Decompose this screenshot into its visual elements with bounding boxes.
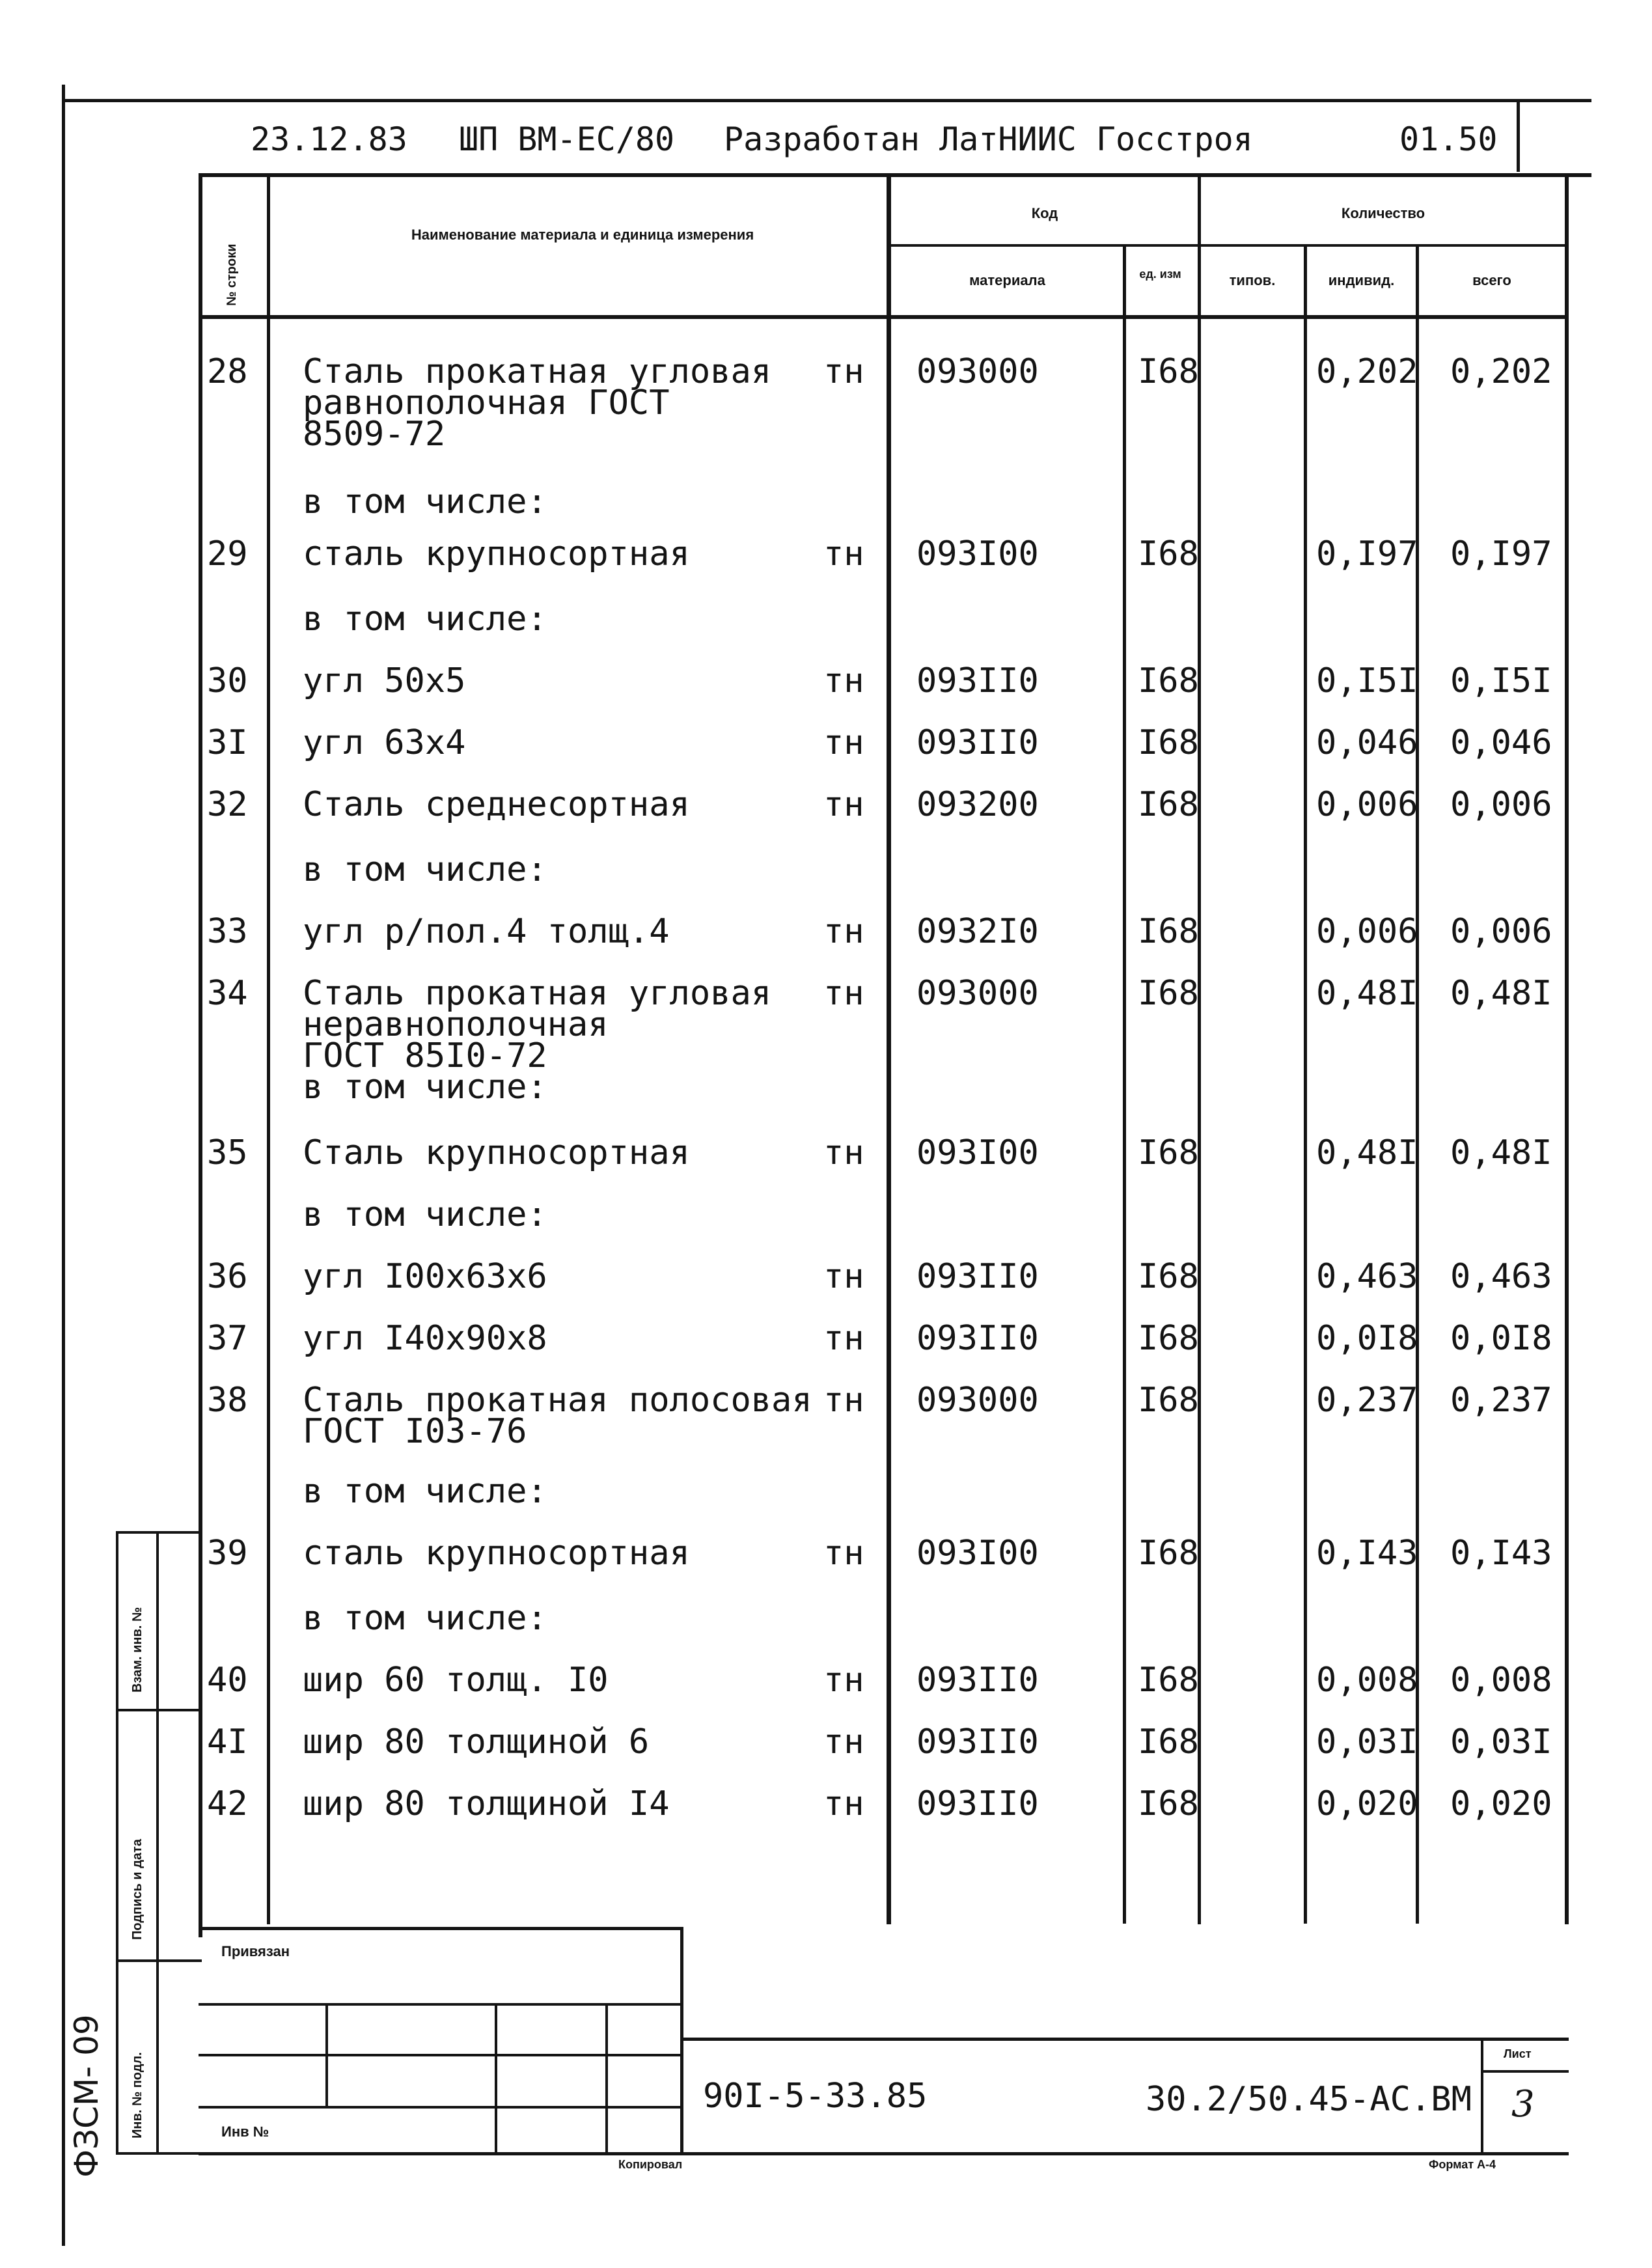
- row-unit: тн: [823, 352, 864, 391]
- row-name: шир 80 толщиной I4: [303, 1784, 670, 1823]
- row-material-code: 093I00: [916, 1534, 1039, 1573]
- row-material-code: 093I00: [916, 1133, 1039, 1172]
- col-header-total: всего: [1472, 272, 1511, 288]
- row-unit-code: I68: [1138, 785, 1199, 824]
- stamp-box-right: [680, 1927, 683, 2155]
- row-individual-qty: 0,48I: [1316, 1133, 1418, 1172]
- row-unit: тн: [823, 1784, 864, 1823]
- row-individual-qty: 0,I5I: [1316, 661, 1418, 700]
- row-total-qty: 0,008: [1450, 1661, 1552, 1700]
- row-individual-qty: 0,006: [1316, 785, 1418, 824]
- row-unit: тн: [823, 1534, 864, 1573]
- sheet-label: Лист: [1504, 2047, 1532, 2060]
- row-unit: тн: [823, 1722, 864, 1762]
- row-unit: тн: [823, 974, 864, 1013]
- side-podl-label: Инв. № подл.: [130, 2052, 145, 2138]
- row-number: 32: [207, 785, 248, 824]
- row-number: 40: [207, 1661, 248, 1700]
- row-material-code: 093200: [916, 785, 1039, 824]
- col-header-name: Наименование материала и единица измерения: [411, 227, 754, 243]
- side-box-sep2: [116, 1959, 202, 1962]
- copied-label: Копировал: [618, 2158, 683, 2171]
- row-number: 4I: [207, 1722, 248, 1762]
- side-box-left: [116, 1531, 118, 2155]
- row-unit-code: I68: [1138, 1784, 1199, 1823]
- side-reference-code: ФЗСМ- 09: [68, 2014, 105, 2178]
- row-total-qty: 0,006: [1450, 912, 1552, 951]
- row-total-qty: 0,006: [1450, 785, 1552, 824]
- row-name: в том числе:: [303, 1195, 547, 1234]
- row-unit-code: I68: [1138, 352, 1199, 391]
- row-individual-qty: 0,463: [1316, 1257, 1418, 1296]
- row-unit-code: I68: [1138, 1381, 1199, 1420]
- row-material-code: 093000: [916, 1381, 1039, 1420]
- row-individual-qty: 0,48I: [1316, 974, 1418, 1013]
- row-individual-qty: 0,I43: [1316, 1534, 1418, 1573]
- header-org: ШП ВМ-ЕС/80: [459, 120, 675, 158]
- table-right-line: [1565, 173, 1569, 1924]
- row-unit: тн: [823, 1381, 864, 1420]
- row-material-code: 093II0: [916, 1722, 1039, 1762]
- row-name: Сталь прокатная полосовая: [303, 1381, 812, 1420]
- row-name: угл 63х4: [303, 723, 466, 762]
- row-number: 36: [207, 1257, 248, 1296]
- row-unit: тн: [823, 661, 864, 700]
- row-material-code: 0932I0: [916, 912, 1039, 951]
- row-name: в том числе:: [303, 850, 547, 889]
- stamp-line-3: [199, 2106, 683, 2109]
- row-name: Сталь крупносортная: [303, 1133, 690, 1172]
- table-left-line: [199, 173, 202, 1937]
- row-unit: тн: [823, 534, 864, 574]
- row-unit: тн: [823, 1133, 864, 1172]
- row-individual-qty: 0,202: [1316, 352, 1418, 391]
- row-name: равнополочная ГОСТ: [303, 383, 670, 422]
- side-box-bottom: [116, 2152, 202, 2155]
- row-number: 39: [207, 1534, 248, 1573]
- row-unit-code: I68: [1138, 1133, 1199, 1172]
- left-margin-line: [62, 85, 65, 2246]
- stamp-vline-2: [495, 2003, 497, 2155]
- row-individual-qty: 0,008: [1316, 1661, 1418, 1700]
- col-header-typical: типов.: [1229, 272, 1276, 288]
- stamp-line-2: [199, 2054, 683, 2056]
- col-sep-name: [887, 173, 891, 1924]
- header-code: 01.50: [1399, 120, 1498, 158]
- row-name: 8509-72: [303, 415, 446, 454]
- row-number: 33: [207, 912, 248, 951]
- row-unit-code: I68: [1138, 661, 1199, 700]
- row-name: в том числе:: [303, 1599, 547, 1638]
- sheet-box-mid: [1481, 2070, 1569, 2073]
- row-unit-code: I68: [1138, 912, 1199, 951]
- row-material-code: 093000: [916, 974, 1039, 1013]
- row-unit-code: I68: [1138, 534, 1199, 574]
- row-unit: тн: [823, 785, 864, 824]
- stamp-line-1: [199, 2003, 683, 2006]
- row-number: 34: [207, 974, 248, 1013]
- row-individual-qty: 0,020: [1316, 1784, 1418, 1823]
- row-total-qty: 0,0I8: [1450, 1319, 1552, 1358]
- row-unit-code: I68: [1138, 1257, 1199, 1296]
- row-number: 3I: [207, 723, 248, 762]
- col-header-material: материала: [969, 272, 1045, 288]
- row-individual-qty: 0,I97: [1316, 534, 1418, 574]
- row-material-code: 093II0: [916, 1257, 1039, 1296]
- stamp-vline-3: [605, 2003, 608, 2155]
- row-unit: тн: [823, 1319, 864, 1358]
- row-individual-qty: 0,0I8: [1316, 1319, 1418, 1358]
- row-unit: тн: [823, 1661, 864, 1700]
- side-box-sep1: [116, 1709, 202, 1711]
- document-code: 30.2/50.45-АС.ВМ: [1146, 2080, 1472, 2119]
- row-name: Сталь прокатная угловая: [303, 974, 772, 1013]
- stamp-box-top: [199, 1927, 683, 1930]
- row-number: 35: [207, 1133, 248, 1172]
- row-name: Сталь прокатная угловая: [303, 352, 772, 391]
- row-unit: тн: [823, 723, 864, 762]
- table-top-line: [199, 173, 1591, 177]
- header-mid-line: [890, 244, 1569, 247]
- row-total-qty: 0,48I: [1450, 974, 1552, 1013]
- row-total-qty: 0,046: [1450, 723, 1552, 762]
- header-date: 23.12.83: [251, 120, 407, 158]
- row-unit-code: I68: [1138, 723, 1199, 762]
- col-sep-no: [267, 173, 270, 1924]
- row-number: 29: [207, 534, 248, 574]
- row-total-qty: 0,237: [1450, 1381, 1552, 1420]
- corner-box-left: [1517, 99, 1520, 172]
- row-material-code: 093II0: [916, 1784, 1039, 1823]
- col-header-individual: индивид.: [1328, 272, 1395, 288]
- row-number: 30: [207, 661, 248, 700]
- row-name: в том числе:: [303, 1068, 547, 1107]
- row-total-qty: 0,48I: [1450, 1133, 1552, 1172]
- side-sign-label: Подпись и дата: [130, 1839, 145, 1940]
- row-unit-code: I68: [1138, 1661, 1199, 1700]
- row-total-qty: 0,463: [1450, 1257, 1552, 1296]
- row-number: 42: [207, 1784, 248, 1823]
- row-name: в том числе:: [303, 600, 547, 639]
- col-sep-typ: [1304, 244, 1307, 1924]
- stamp-vline-1: [325, 2003, 328, 2109]
- header-developer: Разработан ЛатНИИС Госстроя: [724, 120, 1253, 158]
- row-unit-code: I68: [1138, 974, 1199, 1013]
- side-box-mid: [156, 1531, 159, 2155]
- col-header-unit: ед. изм: [1139, 268, 1181, 281]
- row-material-code: 093II0: [916, 661, 1039, 700]
- row-unit-code: I68: [1138, 1722, 1199, 1762]
- sheet-box-left: [1481, 2038, 1483, 2155]
- row-name: шир 80 толщиной 6: [303, 1722, 650, 1762]
- row-individual-qty: 0,046: [1316, 723, 1418, 762]
- col-header-qty-group: Количество: [1341, 205, 1425, 221]
- row-name: угл 50х5: [303, 661, 466, 700]
- row-name: сталь крупносортная: [303, 1534, 690, 1573]
- row-individual-qty: 0,237: [1316, 1381, 1418, 1420]
- row-total-qty: 0,I97: [1450, 534, 1552, 574]
- col-header-row-no: № строки: [225, 243, 239, 306]
- side-box-top: [116, 1531, 202, 1534]
- row-name: сталь крупносортная: [303, 534, 690, 574]
- row-unit: тн: [823, 912, 864, 951]
- row-name: неравнополочная: [303, 1005, 609, 1044]
- row-name: в том числе:: [303, 482, 547, 521]
- row-name: угл р/пол.4 толщ.4: [303, 912, 670, 951]
- row-name: в том числе:: [303, 1472, 547, 1511]
- row-number: 38: [207, 1381, 248, 1420]
- row-material-code: 093II0: [916, 1319, 1039, 1358]
- row-unit: тн: [823, 1257, 864, 1296]
- project-number: 90I-5-33.85: [703, 2077, 928, 2116]
- row-number: 28: [207, 352, 248, 391]
- row-individual-qty: 0,006: [1316, 912, 1418, 951]
- row-name: ГОСТ I03-76: [303, 1412, 527, 1451]
- row-material-code: 093II0: [916, 723, 1039, 762]
- row-name: ГОСТ 85I0-72: [303, 1036, 547, 1075]
- row-name: угл I40х90х8: [303, 1319, 547, 1358]
- stamp-inv-label: Инв №: [221, 2123, 269, 2140]
- side-vzam-label: Взам. инв. №: [130, 1607, 145, 1693]
- stamp-bottom-line: [199, 2152, 1569, 2155]
- header-bottom-line: [199, 315, 1569, 319]
- row-number: 37: [207, 1319, 248, 1358]
- row-name: шир 60 толщ. I0: [303, 1661, 609, 1700]
- row-total-qty: 0,03I: [1450, 1722, 1552, 1762]
- row-unit-code: I68: [1138, 1534, 1199, 1573]
- stamp-bound-label: Привязан: [221, 1943, 290, 1959]
- row-total-qty: 0,I43: [1450, 1534, 1552, 1573]
- row-individual-qty: 0,03I: [1316, 1722, 1418, 1762]
- row-material-code: 093I00: [916, 534, 1039, 574]
- sheet-number: 3: [1511, 2083, 1535, 2125]
- row-total-qty: 0,020: [1450, 1784, 1552, 1823]
- row-name: угл I00х63х6: [303, 1257, 547, 1296]
- top-border-line: [62, 99, 1591, 102]
- row-total-qty: 0,202: [1450, 352, 1552, 391]
- title-block-top: [680, 2038, 1569, 2041]
- col-sep-code: [1123, 244, 1126, 1924]
- row-total-qty: 0,I5I: [1450, 661, 1552, 700]
- row-material-code: 093000: [916, 352, 1039, 391]
- col-header-code-group: Код: [1031, 205, 1058, 221]
- row-material-code: 093II0: [916, 1661, 1039, 1700]
- format-label: Формат А-4: [1429, 2158, 1496, 2171]
- row-name: Сталь среднесортная: [303, 785, 690, 824]
- row-unit-code: I68: [1138, 1319, 1199, 1358]
